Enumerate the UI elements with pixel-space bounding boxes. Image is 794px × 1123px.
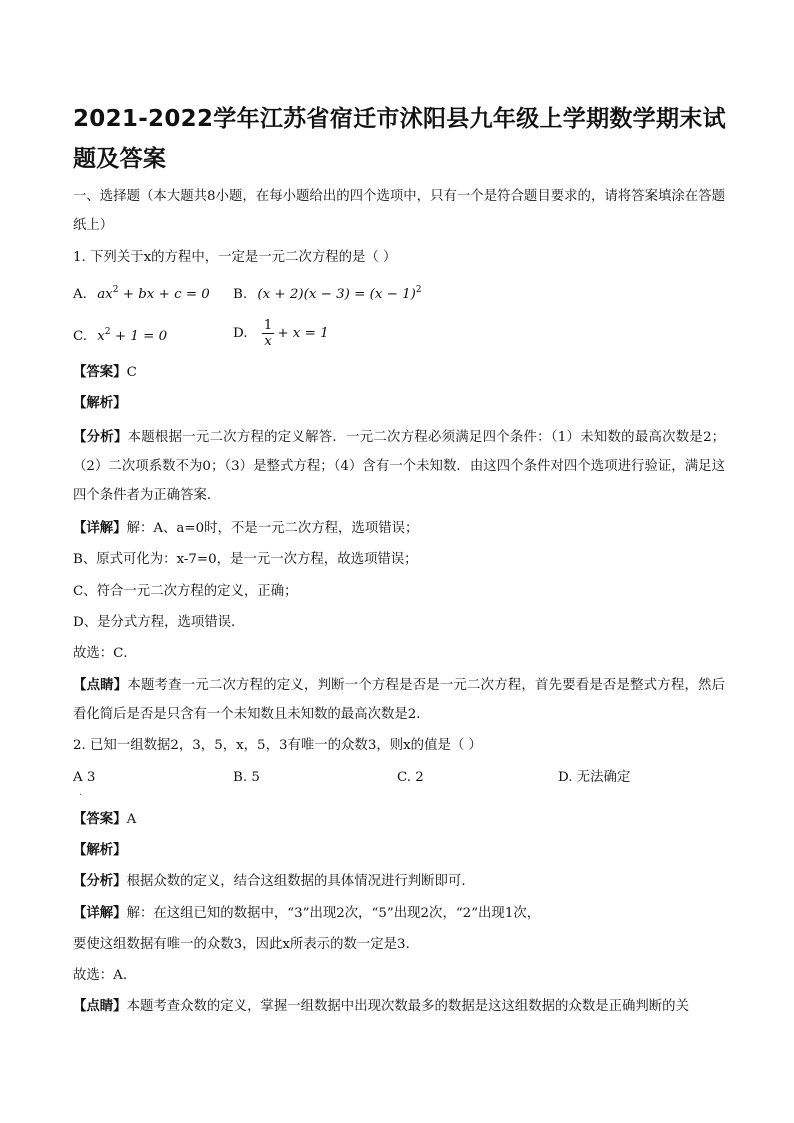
q2-xiangjie-text-1: 解：在这组已知的数据中，“3”出现2次，“5”出现2次，“2”出现1次， (126, 906, 541, 921)
q1-option-d-label: D. (233, 326, 248, 341)
q2-analysis-tag (73, 842, 127, 860)
q1-xiangjie-line-3: C、符合一元二次方程的定义，正确； (73, 584, 298, 599)
q1-b-exp: 2 (415, 285, 422, 295)
q2-conclusion: 故选：A． (73, 968, 137, 983)
q2-xiangjie-line-1 (73, 905, 540, 923)
q2-fenxi (73, 873, 475, 891)
q2-xiangjie-line-2: 要使这组数据有唯一的众数3，因此x所表示的数一定是3． (73, 937, 419, 952)
q2-fenxi-text: 根据众数的定义，结合这组数据的具体情况进行判断即可． (126, 874, 475, 889)
q1-d-denominator: x (264, 334, 272, 349)
q2-answer (73, 811, 136, 829)
q2-option-a: A 3 (73, 770, 96, 785)
q1-option-a-label: A. (73, 287, 87, 302)
q1-c-rest: + 1 = 0 (110, 329, 168, 344)
q1-analysis-label: 【解析】 (73, 396, 127, 411)
q1-option-c-label: C. (73, 329, 88, 344)
q1-fenxi (73, 423, 725, 510)
q1-a-base: ax (97, 287, 113, 302)
page-title: 2021-2022学年江苏省宿迁市沭阳县九年级上学期数学期末试题及答案 (73, 106, 726, 172)
q2-option-c: C. 2 (397, 770, 424, 785)
q1-option-c-expr (97, 329, 167, 344)
q2-option-b: B. 5 (233, 770, 260, 785)
q2-fenxi-tag: 【分析】 (73, 874, 127, 889)
q1-answer (73, 364, 137, 382)
q2-dianjing-text: 本题考查众数的定义，掌握一组数据中出现次数最多的数据是这这组数据的众数是正确判断的关 (126, 999, 689, 1014)
q1-b-base: (x + 2)(x − 3) = (x − 1) (257, 287, 416, 302)
q2-analysis-label: 【解析】 (73, 843, 127, 858)
q1-option-a-expr (97, 287, 210, 302)
q1-fenxi-text: 本题根据一元二次方程的定义解答．一元二次方程必须满足四个条件：（1）未知数的最高次数是2；（2）二次项系数不为0；（3）是整式方程；（4）含有一个未知数．由这四个条件对四个选项进行验证，满足这四个条件者为正确答案． (73, 430, 725, 503)
q1-option-d (233, 318, 329, 349)
q1-option-a (73, 285, 210, 305)
question-1-stem: 1. 下列关于x的方程中，一定是一元二次方程的是（ ） (73, 250, 397, 265)
stray-dot-mark: · (79, 790, 83, 801)
section-heading: 一、选择题（本大题共8小题，在每小题给出的四个选项中，只有一个是符合题目要求的，请将答案填涂在答题纸上） (73, 189, 725, 233)
q2-dianjing-tag: 【点睛】 (73, 999, 127, 1014)
q1-xiangjie-line-2: B、原式可化为：x-7=0，是一元一次方程，故选项错误； (73, 552, 418, 567)
q1-d-rest: + x = 1 (277, 326, 329, 341)
q1-answer-value: C (126, 365, 137, 380)
q2-dianjing (73, 998, 689, 1016)
q1-xiangjie-line-4: D、是分式方程，选项错误． (73, 615, 245, 630)
q1-analysis-tag (73, 395, 127, 413)
q1-option-b-expr (257, 287, 421, 302)
q1-a-rest: + bx + c = 0 (118, 287, 210, 302)
q1-a-exp: 2 (112, 285, 119, 295)
q1-option-c (73, 327, 167, 347)
q2-answer-value: A (126, 812, 137, 827)
q1-dianjing-tag: 【点睛】 (73, 678, 128, 693)
q1-d-numerator: 1 (263, 318, 273, 333)
q1-dianjing (73, 671, 725, 729)
q1-answer-tag: 【答案】 (73, 365, 127, 380)
q1-conclusion: 故选：C． (73, 646, 137, 661)
question-2-stem: 2. 已知一组数据2，3，5，x，5，3有唯一的众数3，则x的值是（ ） (73, 738, 482, 753)
q1-xiangjie-tag: 【详解】 (73, 521, 127, 536)
q1-c-exp: 2 (104, 327, 111, 337)
q1-dianjing-text: 本题考查一元二次方程的定义，判断一个方程是否是一元二次方程，首先要看是否是整式方程，然后看化简后是否是只含有一个未知数且未知数的最高次数是2． (73, 678, 726, 722)
q1-d-fraction (262, 318, 275, 349)
q1-fenxi-tag: 【分析】 (73, 430, 128, 445)
q1-xiangjie-line-1 (73, 520, 418, 538)
q1-xiangjie-text-1: 解：A、a=0时，不是一元二次方程，选项错误； (126, 521, 419, 536)
q2-option-d: D. 无法确定 (558, 770, 631, 785)
q2-xiangjie-tag: 【详解】 (73, 906, 127, 921)
q2-answer-tag: 【答案】 (73, 812, 127, 827)
q1-option-b (233, 285, 422, 305)
q1-option-b-label: B. (233, 287, 248, 302)
q1-c-base: x (97, 329, 105, 344)
